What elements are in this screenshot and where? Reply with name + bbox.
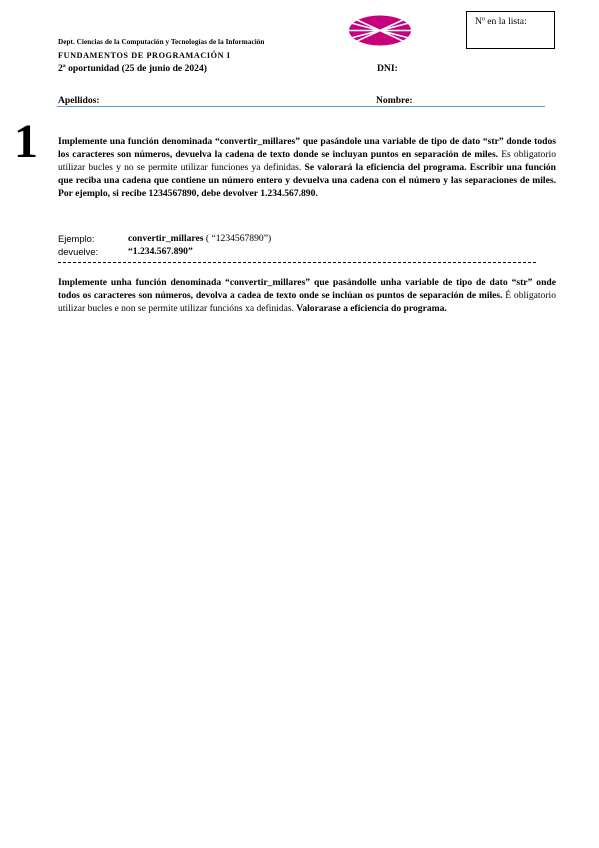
list-number-box [466, 11, 555, 49]
name-label: Nombre: [376, 95, 413, 106]
example-call [128, 233, 271, 244]
list-number-label: Nº en la lista: [475, 16, 527, 27]
example-function-name: convertir_millares [128, 233, 204, 244]
example-label: Ejemplo: [58, 233, 95, 244]
subject-title: FUNDAMENTOS DE PROGRAMACIÓN I [58, 51, 231, 60]
question-text-spanish [58, 135, 556, 200]
returns-label: devuelve: [58, 246, 99, 257]
surname-label: Apellidos: [58, 95, 100, 106]
galician-segment-1: Implemente unha función denominada “convertir_millares” que pasándolle unha variable de tipo de dato “str” onde todos os caracteres son números, devolva a cadea de texto onde se inclúan os puntos de separación de miles. [58, 277, 556, 301]
university-logo-icon [347, 14, 413, 47]
galician-segment-3: Valorarase a eficiencia do programa. [294, 303, 447, 314]
spanish-segment-1: Implemente una función denominada “convertir_millares” que pasándole una variable de tipo de dato “str” donde todos los caracteres son números, devuelva la cadena de texto donde se incluyan puntos en separación de miles. [58, 136, 556, 160]
spanish-segment-3: Se valorará la eficiencia del programa. Escribir una función que reciba una cadena que contiene un número entero y devuelva una cadena con el número y las separaciones de miles. Por ejemplo, si recibe 1234567890, debe devolver 1.234.567.890. [58, 162, 556, 199]
spanish-segment-2: Es obligatorio utilizar bucles y no se permite utilizar funciones ya definidas. [58, 149, 556, 173]
question-text-galician [58, 276, 556, 315]
returns-value: “1.234.567.890” [128, 246, 193, 257]
department-line: Dept. Ciencias de la Computación y Tecnologías de la Información [58, 38, 265, 46]
language-separator [58, 262, 536, 263]
dni-label: DNI: [377, 63, 398, 74]
name-underline [57, 106, 545, 107]
question-number: 1 [14, 115, 38, 168]
exam-date: 2ª oportunidad (25 de junio de 2024) [58, 63, 207, 74]
example-argument: ( “1234567890”) [203, 233, 272, 244]
galician-segment-2: É obligatorio utilizar bucles e non se permite utilizar funcións xa definidas. [58, 290, 556, 314]
